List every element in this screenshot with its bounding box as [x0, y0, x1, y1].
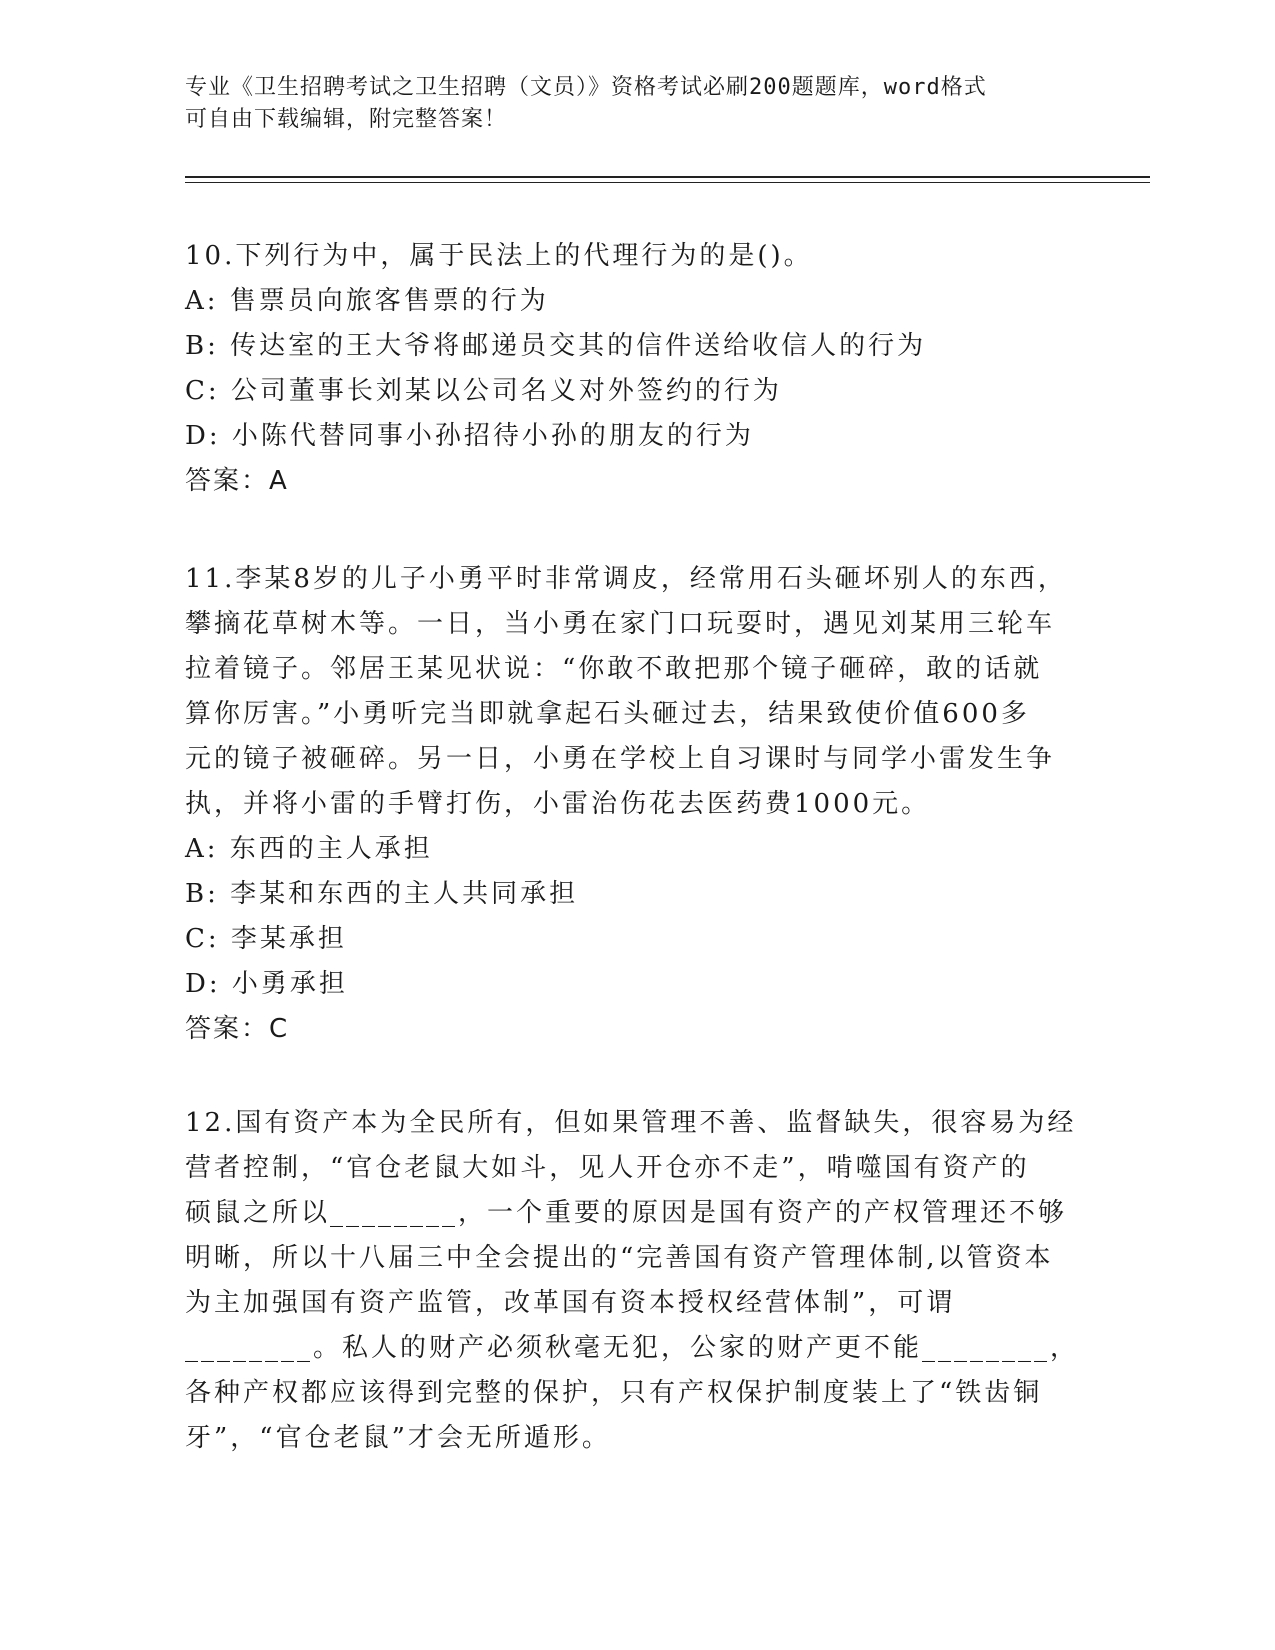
- question-stem-line: 为主加强国有资产监管，改革国有资本授权经营体制”，可谓: [185, 1288, 956, 1318]
- question-stem-line: 牙”，“官仓老鼠”才会无所遁形。: [185, 1423, 611, 1453]
- question-11: [185, 557, 1085, 1052]
- option-c: C: 李某承担: [185, 924, 347, 954]
- option-b: B: 李某和东西的主人共同承担: [185, 879, 579, 909]
- option-a: A: 售票员向旅客售票的行为: [185, 286, 549, 316]
- question-stem-line: ________。私人的财产必须秋毫无犯，公家的财产更不能________，: [185, 1333, 1080, 1363]
- question-stem-line: 明晰，所以十八届三中全会提出的“完善国有资产管理体制,以管资本: [185, 1243, 1054, 1273]
- question-stem-line: 算你厉害。”小勇听完当即就拿起石头砸过去，结果致使价值600多: [185, 699, 1030, 729]
- header-line-1: 专业《卫生招聘考试之卫生招聘（文员）》资格考试必刷200题题库，word格式: [185, 75, 987, 100]
- question-stem-line: 各种产权都应该得到完整的保护，只有产权保护制度装上了“铁齿铜: [185, 1378, 1043, 1408]
- option-c: C: 公司董事长刘某以公司名义对外签约的行为: [185, 376, 782, 406]
- question-stem-line: 元的镜子被砸碎。另一日，小勇在学校上自习课时与同学小雷发生争: [185, 744, 1056, 774]
- question-stem-line: 10.下列行为中，属于民法上的代理行为的是()。: [185, 241, 813, 271]
- question-stem-line: 攀摘花草树木等。一日，当小勇在家门口玩耍时，遇见刘某用三轮车: [185, 609, 1056, 639]
- question-stem-line: 营者控制，“官仓老鼠大如斗，见人开仓亦不走”，啃噬国有资产的: [185, 1153, 1030, 1183]
- question-stem-line: 11.李某8岁的儿子小勇平时非常调皮，经常用石头砸坏别人的东西，: [185, 564, 1067, 594]
- option-d: D: 小陈代替同事小孙招待小孙的朋友的行为: [185, 421, 754, 451]
- question-stem-line: 硕鼠之所以________，一个重要的原因是国有资产的产权管理还不够: [185, 1198, 1068, 1228]
- option-d: D: 小勇承担: [185, 969, 348, 999]
- question-stem-line: 拉着镜子。邻居王某见状说：“你敢不敢把那个镜子砸碎，敢的话就: [185, 654, 1043, 684]
- option-b: B: 传达室的王大爷将邮递员交其的信件送给收信人的行为: [185, 331, 927, 361]
- answer-line: 答案：C: [185, 1014, 290, 1044]
- option-a: A: 东西的主人承担: [185, 834, 433, 864]
- header-divider-thin: [185, 182, 1150, 183]
- question-stem-line: 执，并将小雷的手臂打伤，小雷治伤花去医药费1000元。: [185, 789, 931, 819]
- header-line-2: 可自由下载编辑，附完整答案！: [185, 107, 508, 132]
- question-stem-line: 12.国有资产本为全民所有，但如果管理不善、监督缺失，很容易为经: [185, 1108, 1077, 1138]
- question-12: [185, 1101, 1085, 1461]
- answer-line: 答案：A: [185, 466, 289, 496]
- document-header: [185, 72, 1065, 136]
- question-10: [185, 234, 1085, 504]
- header-divider-thick: [185, 176, 1150, 178]
